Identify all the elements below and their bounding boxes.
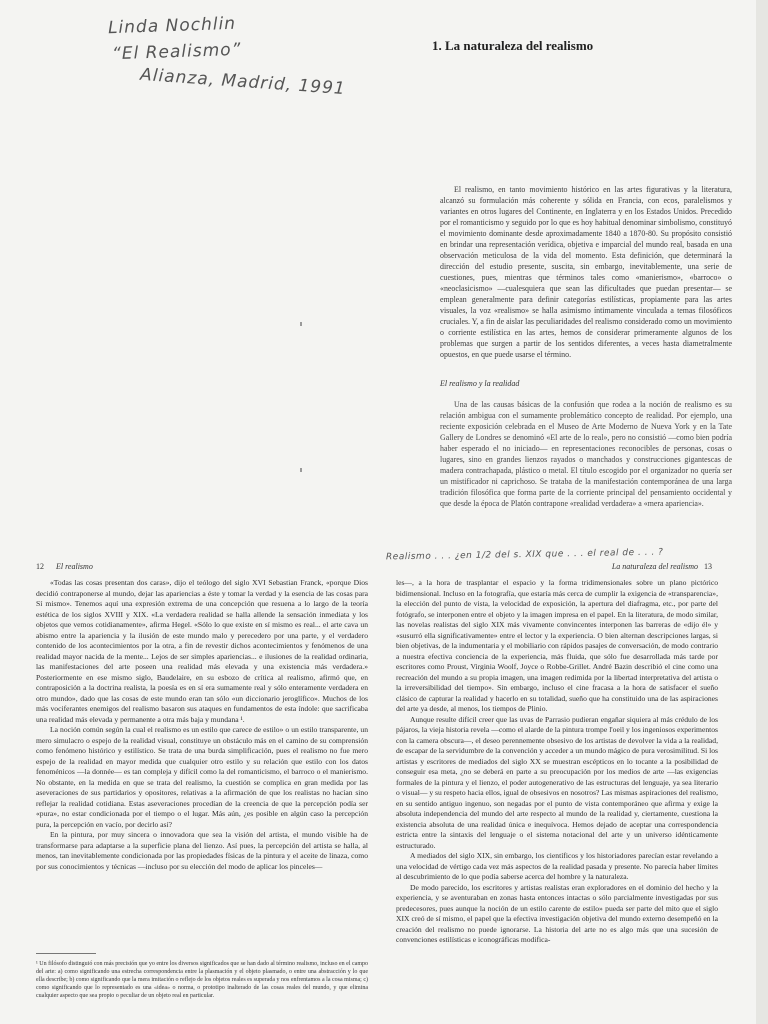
page11-para2-text: Una de las causas básicas de la confusión que rodea a la noción de realismo es su relación ambigua con el sumamente problemático concepto de realidad. Por ejemplo, una reciente exposición celebrada en el Museo de Arte Moderno de Nueva York y en la Tate Gallery de Londres se denominó «El arte de lo real», pero no consistió —como bien podría haber esperado el no iniciado— en representaciones reconocibles de personas, cosas o lugares, sino en grandes lienzos rayados o manchados y construcciones gigantescas de madera contrachapada, plástico o metal. El título escogido por el organizador no quería ser un mistificador ni caprichoso. Se trataba de la manifestación contemporánea de una larga tradición filosófica que forma parte de la corriente principal del pensamiento occidental y que desde la época de Platón contrapone «realidad verdadera» a «mera apariencia». [440,400,732,508]
handwritten-author: Linda Nochlin [107,13,237,39]
page12-para3: En la pintura, por muy sincera o innovadora que sea la visión del artista, el mundo visible ha de transformarse para adaptarse a la superficie plana del lienzo. Así pues, la percepción del artista se halla, al menos, tan inevitablemente condicionada por las propiedades físicas de la pintura y el aceite de linaza, como por sus conocimientos y técnicas —incluso por su elección del modo de aplicar los pinceles— [36,830,368,871]
footnote-rule [36,953,96,954]
page13-para1: les—, a la hora de trasplantar el espacio y la forma tridimensionales sobre un plano pictórico bidimensional. Incluso en la fotografía, que estaría más cerca de cumplir la exigencia de «transparencia», la elección del punto de vista, la velocidad de exposición, la apertura del diafragma, etc., por parte del fotógrafo, se interponen entre el objeto y la imagen impresa en el papel. En la literatura, de modo similar, las novelas realistas del siglo XIX más vivamente convincentes interponen las barreras de «dijo él» y «susurró ella significativamente» entre el lector y la experiencia. O bien alternan descripciones largas, si bien objetivas, de la indumentaria y el mobiliario con rápidos pasajes de conversación, de modo contrario a nuestra efectiva conciencia de la experiencia, más fluida, que sólo fue desarrollada más tarde por escritores como Proust, Virginia Woolf, Joyce o Robbe-Grillet. André Bazin describió el cine como una recreación del mundo a su propia imagen, una imagen redimida por la libertad interpretativa del artista o la irreversibilidad del tiempo». Sin embargo, incluso el cine fracasa a la hora de satisfacer el sueño clásico de capturar la realidad y hacerlo en su totalidad, sueño que ha constituido una de las aspiraciones del arte ya desde, al menos, los tiempos de Plinio. [396,578,718,713]
page13-para3: A mediados del siglo XIX, sin embargo, los científicos y los historiadores parecían estar revelando a una velocidad de vértigo cada vez más aspectos de la realidad pasada y presente. No parecía haber límites al descubrimiento de lo que podía saberse acerca del hombre y la naturaleza. [396,851,718,881]
handwritten-margin-note: Realismo . . . ¿en 1/2 del s. XIX que . . . el real de . . . ? [385,547,664,563]
page12-para2: La noción común según la cual el realismo es un estilo que carece de estilo» o un estilo transparente, un mero simulacro o espejo de la realidad visual, constituye un obstáculo más en el camino de su comprensión como fenómeno histórico y estilístico. Se trata de una burda simplificación, pues el realismo no fue mero espejo de la realidad en mayor medida que cualquier otro estilo y su relación que estilo con los datos fenoménicos —la donnée— es tan compleja y difícil como la del romanticismo, el barroco o el manierismo. No obstante, en la medida en que se trata del realismo, la cuestión se complica en gran medida por las aseveraciones de sus partidarios y opositores, relativas a la afirmación de que los realistas no hacían sino reflejar la realidad cotidiana. Estas aseveraciones procedían de la creencia de que la percepción podía ser «pura», no estar condicionada por el tiempo o el lugar. Más aún, ¿es posible en algún caso la percepción pura, la percepción en vacío, por decirlo así? [36,725,368,829]
page13-para4: De modo parecido, los escritores y artistas realistas eran exploradores en el dominio del hecho y la experiencia, y se aventuraban en zonas hasta entonces intactas o sólo parcialmente investigadas por sus predecesores, pues aunque la noción de un estilo carente de estilo» pueda ser parte del mito que el siglo XIX creó de sí mismo, el papel que la efectiva investigación objetiva del mundo externo desempeñó en la creación del realismo no puede ignorarse. La historia del arte no es algo más que una sucesión de convenciones estilísticas e iconográficas modifica- [396,882,718,944]
running-head-left-title: El realismo [56,562,93,571]
page-number-13: 13 [704,562,712,571]
scan-edge [756,0,768,1024]
page12-para1: «Todas las cosas presentan dos caras», dijo el teólogo del siglo XVI Sebastian Franck, «porque Dios decidió contraponerse al mundo, dejar las apariencias a éste y tomar la verdad y la esencia de las cosas para Sí mismo». Tenemos aquí una expresión extrema de una concepción que resuena a lo largo de la teoría estética de los siglos XVIII y XIX. «La verdadera realidad se halla allende la sensación inmediata y los objetos que vemos cotidianamente», afirma Hegel. «Sólo lo que existe en sí mismo es real... el arte cava un abismo entre la apariencia y la ilusión de este mundo malo y perecedero por una parte, y el verdadero contenido de los acontecimientos por la otra, a fin de revestir dichos acontecimientos y fenómenos de una realidad mayor nacida de la mente... Lejos de ser simples apariencias... e ilusiones de la realidad ordinaria, las manifestaciones del arte poseen una realidad más elevada y una existencia más verdadera.» Posteriormente en ese mismo siglo, Baudelaire, en su esbozo de crítica al realismo, afirmó que, en contraposición a la doctrina realista, la poesía es en sí era sumamente real y sólo enteramente verdadera en otro mundo», dado que las cosas de este mundo eran tan sólo «un diccionario jeroglífico». Muchos de los más vociferantes enemigos del realismo basaron sus ataques en fundamentos de esta índole: que sacrificaba una realidad más elevada y permanente a otra más baja y mundana ¹. [36,578,368,724]
page11-paragraph-2 [440,399,732,509]
chapter-title: 1. La naturaleza del realismo [432,38,594,53]
page13-column [396,578,718,946]
page-number-12: 12 [36,562,44,571]
handwritten-publisher: Alianza, Madrid, 1991 [139,64,347,100]
page11-para1-text: El realismo, en tanto movimiento histórico en las artes figurativas y la literatura, alcanzó su formulación más coherente y sólida en Francia, con ecos, paralelismos y variantes en otros lugares del Continente, en Inglaterra y en los Estados Unidos. Precedido por el romanticismo y seguido por lo que es hoy habitual denominar simbolismo, constituyó el movimiento dominante desde aproximadamente 1840 a 1870-80. Su propósito consistió en brindar una representación verídica, objetiva e imparcial del mundo real, basada en una observación meticulosa de la vida del momento. Esta definición, que determinará la dirección del estudio presente, suscita, sin embargo, inevitablemente, una serie de cuestiones, pues, mientras que términos tales como «manierismo», «barroco» o «neoclasicismo» —cualesquiera que sean las dificultades que puedan presentar— se emplean generalmente para definir categorías estilísticas, propiamente para las artes visuales, la voz «realismo» se halla asimismo íntimamente vinculada a temas filosóficos cruciales. Y, a fin de aislar las peculiaridades del realismo considerado como un movimiento o corriente estilística en las artes, hemos de considerar primeramente algunos de los problemas que surgen a partir de los sentidos diferentes, a veces hasta diametralmente opuestos, en que puede usarse el término. [440,185,732,359]
page13-para2: Aunque resulte difícil creer que las uvas de Parrasio pudieran engañar siquiera al más crédulo de los pájaros, la vieja historia revela —como el alarde de la pintura trompe l'oeil y los ingeniosos experimentos con la camera obscura—, el deseo perennemente obsesivo de los artistas de devolver la vida a la realidad, de escapar de la servidumbre de la convención y acceder a un mundo mágico de pura verosimilitud. Si los artistas y escritores de mediados del siglo XX se muestran escépticos en lo tocante a la posibilidad de conseguir esa meta, ¿no se deberá en parte a su preocupación por los medios de arte —las exigencias formales de la pintura y el lienzo, el poder autogenerativo de las estructuras del lenguaje, ya sea literario o visual— y su respeto hacia ellos, igual de obsesivos en nosotros? Las mismas aspiraciones del realismo, en su sentido antiguo ingenuo, son negadas por el punto de vista contemporáneo que afirma y exige la absoluta independencia del mundo del arte respecto al mundo de la realidad y, ciertamente, cuestiona la existencia absoluta de una realidad única e inequívoca. Hemos dejado de aceptar una correspondencia estricta entre la sintaxis del lenguaje o el sistema notacional del arte y un universo idénticamente estructurado. [396,714,718,850]
section-subheading: El realismo y la realidad [440,379,520,388]
running-head-right [392,562,712,571]
footnote: ¹ Un filósofo distinguió con más precisión que yo entre los diversos significados que se han dado al término realismo, incluso en el campo del arte: a) como significando una estrecha correspondencia entre la plasmación y el objeto plasmado, o entre una abstracción y lo que ella describe; b) como significando que la mera imitación o reflejo de los objetos reales es superada y nos enfrentamos a la cosa misma; c) como significando que lo representado es una «idea» o norma, o prototipo inalterado de las cosas reales del mundo, y que elimina cualquier aspecto que sea propio o peculiar de un objeto real en particular. [36,961,368,999]
scan-speck [300,322,302,326]
scan-speck [300,468,302,472]
running-head-right-title: La naturaleza del realismo [611,562,698,571]
running-head-left [36,562,93,571]
page12-column [36,578,368,872]
page11-paragraph-1 [440,184,732,360]
handwritten-book-title: “El Realismo” [111,39,242,65]
